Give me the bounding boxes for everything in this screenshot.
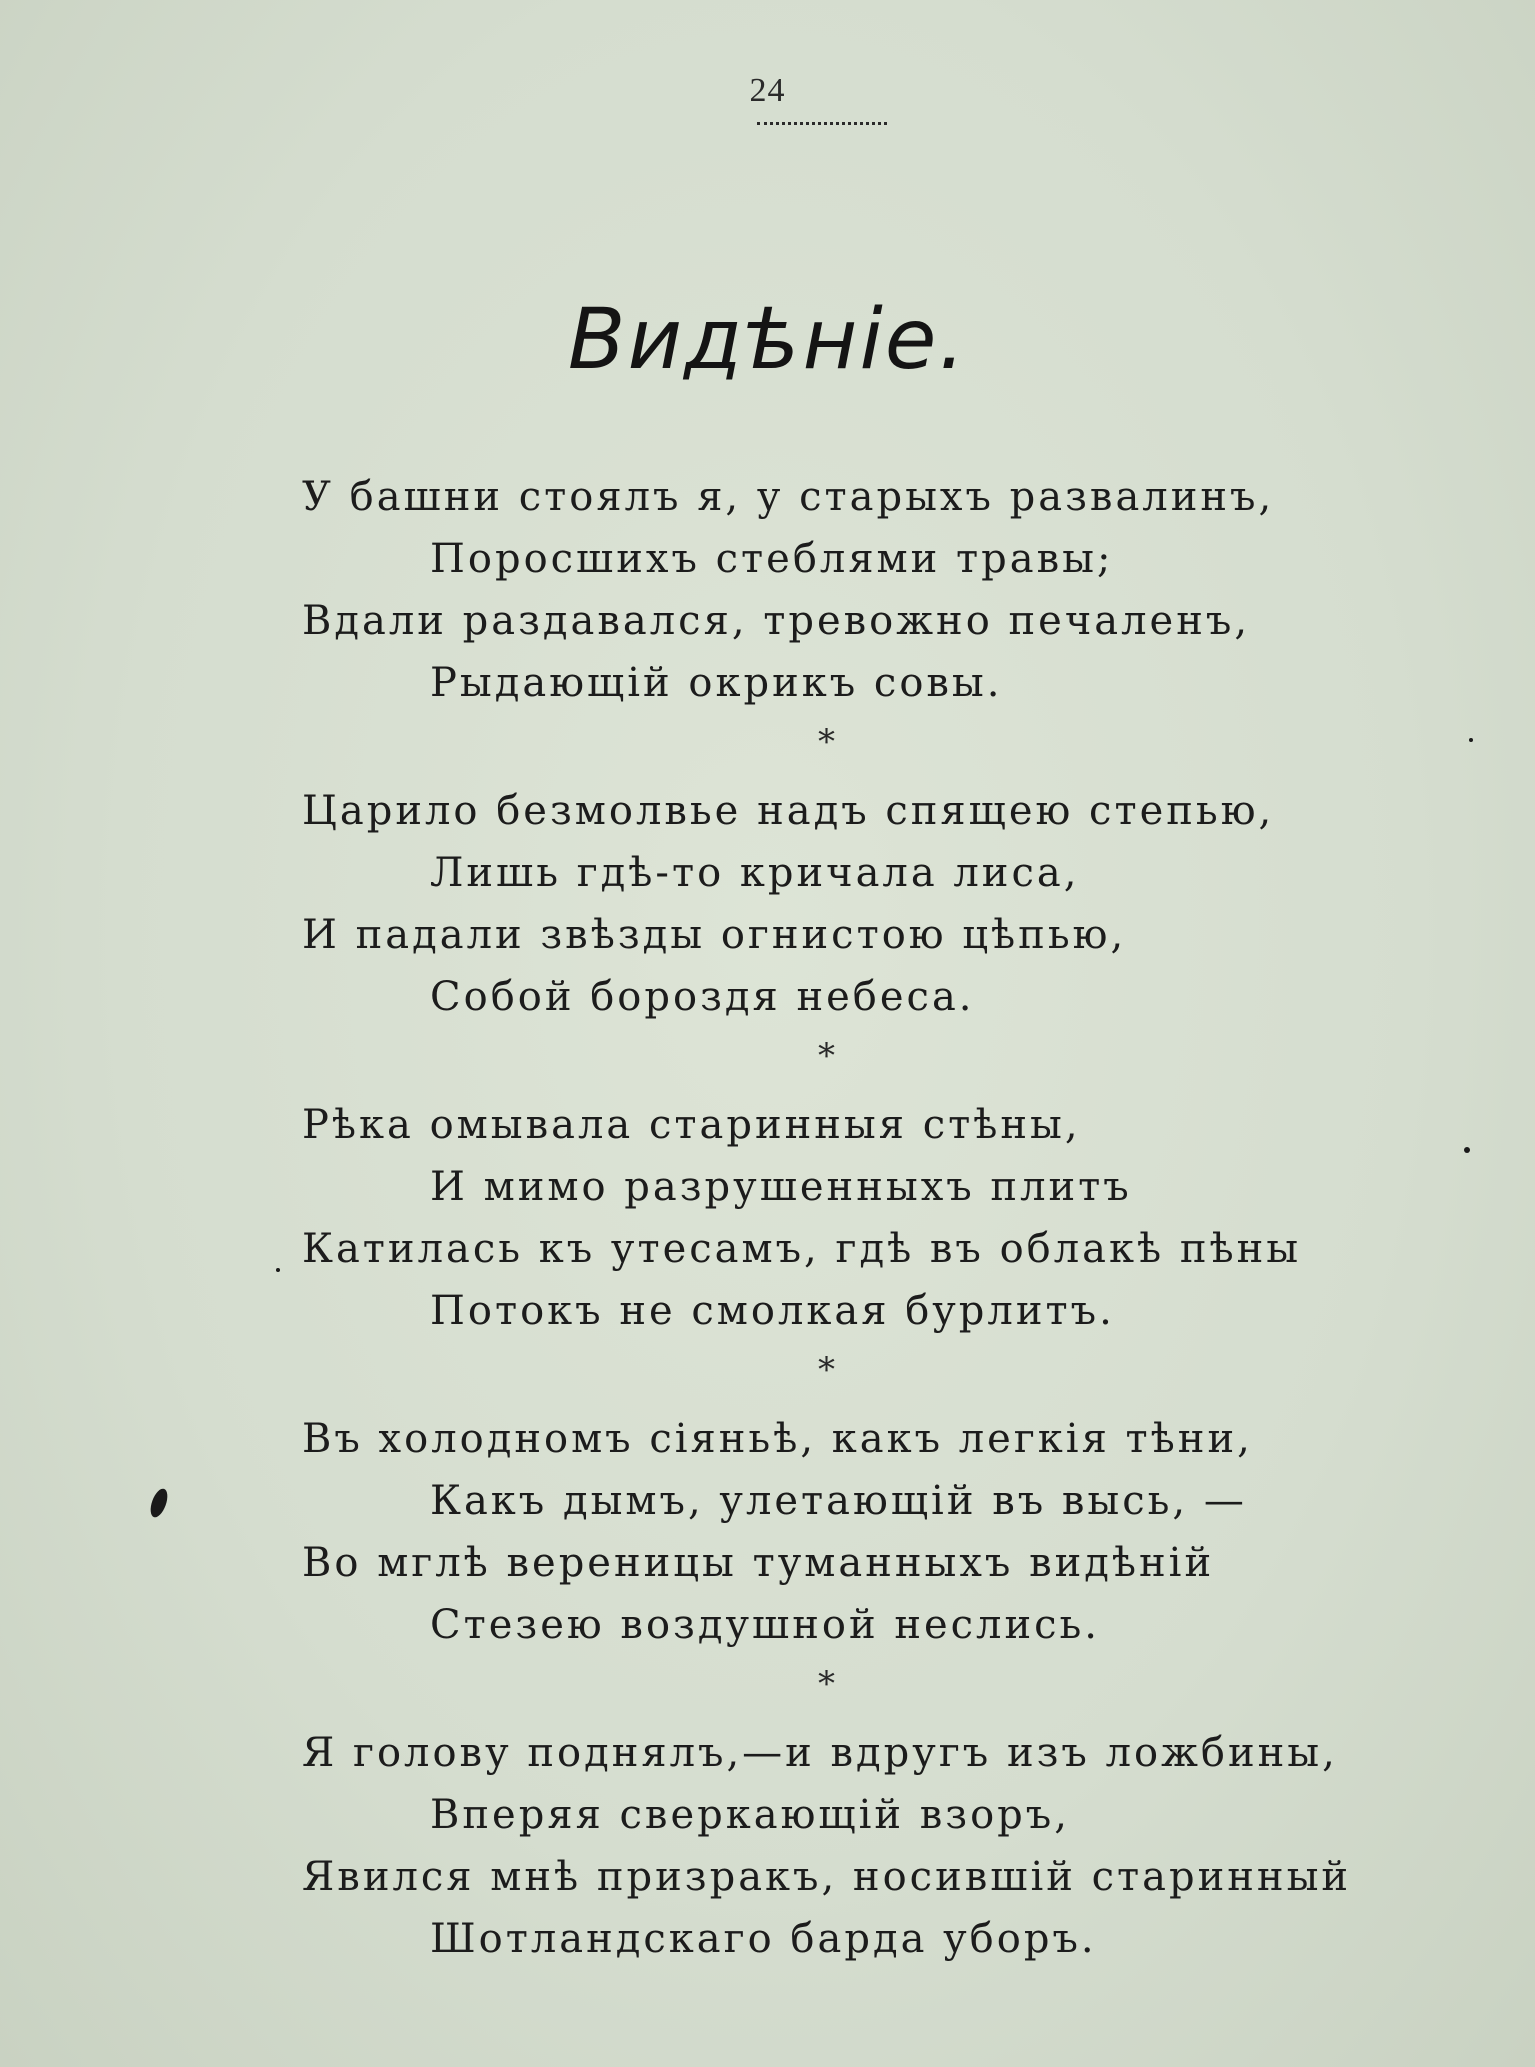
- poem-line: Рѣка омывала старинныя стѣны,: [302, 1102, 1081, 1148]
- page-number-rule: [757, 122, 887, 125]
- poem-title: Видѣніе.: [567, 290, 968, 388]
- stanza-separator: *: [818, 1350, 835, 1390]
- ink-speck: [276, 1268, 280, 1272]
- poem-line: У башни стоялъ я, у старыхъ развалинъ,: [302, 474, 1275, 520]
- poem-line: Я голову поднялъ,—и вдругъ изъ ложбины,: [302, 1730, 1338, 1776]
- poem-line: Собой бороздя небеса.: [430, 974, 975, 1020]
- poem-line: Поросшихъ стеблями травы;: [430, 536, 1114, 582]
- stanza-3: [0, 1094, 1535, 1342]
- stanza-2: [0, 780, 1535, 1028]
- page-number: 24: [749, 72, 786, 109]
- poem-line: Шотландскаго барда уборъ.: [430, 1916, 1097, 1962]
- poem-line: Во мглѣ вереницы туманныхъ видѣній: [302, 1540, 1215, 1586]
- poem-line: Рыдающій окрикъ совы.: [430, 660, 1003, 706]
- stanza-separator: *: [818, 722, 835, 762]
- poem-line: И падали звѣзды огнистою цѣпью,: [302, 912, 1127, 958]
- poem-line: Потокъ не смолкая бурлитъ.: [430, 1288, 1115, 1334]
- stanza-separator: *: [818, 1036, 835, 1076]
- poem-line: И мимо разрушенныхъ плитъ: [430, 1164, 1132, 1210]
- stanza-1: [0, 466, 1535, 714]
- ink-speck: [1464, 1147, 1470, 1153]
- poem-line: Вдали раздавался, тревожно печаленъ,: [302, 598, 1251, 644]
- poem-body: [0, 466, 1535, 1970]
- stanza-4: [0, 1408, 1535, 1656]
- poem-line: Лишь гдѣ-то кричала лиса,: [430, 850, 1080, 896]
- poem-line: Вперяя сверкающій взоръ,: [430, 1792, 1070, 1838]
- poem-line: Въ холодномъ сіяньѣ, какъ легкія тѣни,: [302, 1416, 1253, 1462]
- stanza-separator: *: [818, 1664, 835, 1704]
- poem-line: Какъ дымъ, улетающій въ высь, —: [430, 1478, 1247, 1524]
- poem-line: Стезею воздушной неслись.: [430, 1602, 1101, 1648]
- poem-line: Царило безмолвье надъ спящею степью,: [302, 788, 1275, 834]
- stanza-5: [0, 1722, 1535, 1970]
- poem-line: Катилась къ утесамъ, гдѣ въ облакѣ пѣны: [302, 1226, 1302, 1272]
- poem-line: Явился мнѣ призракъ, носившій старинный: [302, 1854, 1352, 1900]
- ink-speck: [1469, 738, 1473, 742]
